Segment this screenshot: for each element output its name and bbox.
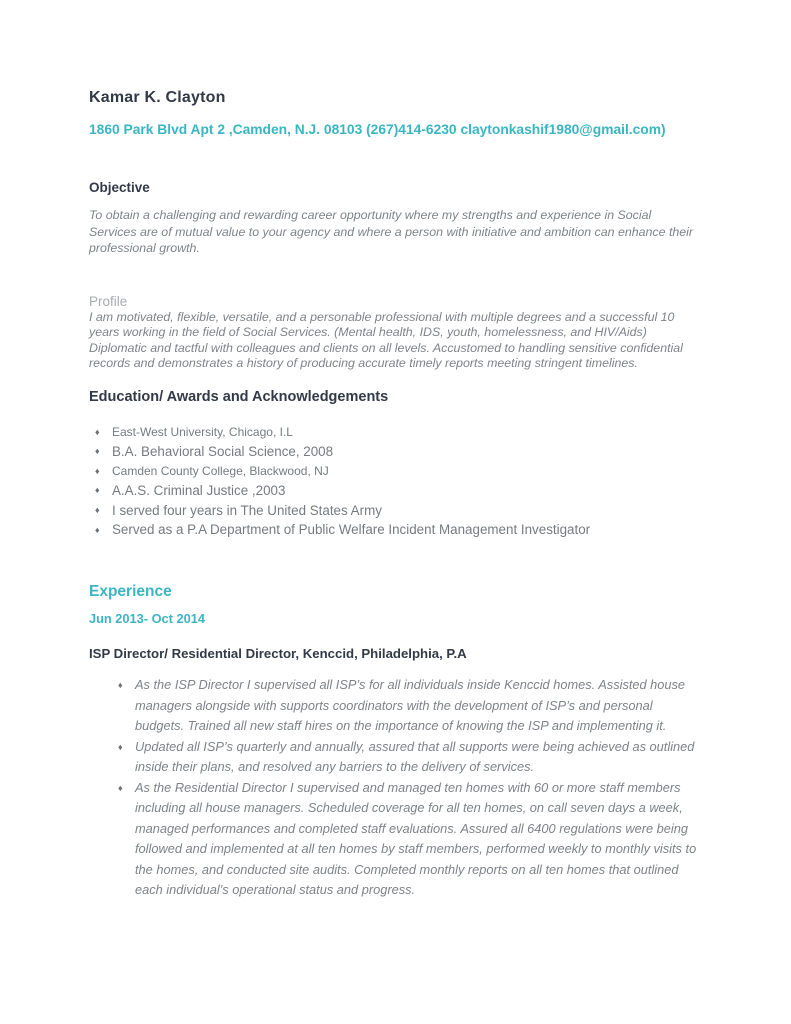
experience-bullet <box>118 778 700 901</box>
diamond-bullet-icon: ♦ <box>95 524 100 535</box>
education-heading: Education/ Awards and Acknowledgements <box>89 388 389 405</box>
experience-bullet-list <box>89 675 700 901</box>
diamond-bullet-icon: ♦ <box>95 426 100 437</box>
experience-bullet <box>118 675 700 737</box>
education-item-text: Camden County College, Blackwood, NJ <box>112 463 329 478</box>
diamond-bullet-icon: ♦ <box>95 465 100 476</box>
contact-line: 1860 Park Blvd Apt 2 ,Camden, N.J. 08103 (267)414-6230 claytonkashif1980@gmail.com) <box>89 122 666 137</box>
experience-bullet-text: As the Residential Director I supervised and managed ten homes with 60 or more staff members including all house managers. Scheduled coverage for all ten homes, on call seven days a week, managed performances and completed staff evaluations. Assured all 6400 regulations were being followed and implemented at all ten homes by staff members, performed weekly to monthly visits to the homes, and conducted site audits. Completed monthly reports on all ten homes that outlined each individual’s operational status and progress. <box>135 779 697 898</box>
education-item <box>95 500 700 520</box>
diamond-bullet-icon: ♦ <box>95 485 100 496</box>
objective-text: To obtain a challenging and rewarding career opportunity where my strengths and experience in Social Services are of mutual value to your agency and where a person with initiative and ambition can enhance their professional growth. <box>89 208 694 255</box>
resume-name: Kamar K. Clayton <box>89 89 226 106</box>
experience-job-title: ISP Director/ Residential Director, Kenccid, Philadelphia, P.A <box>89 646 467 662</box>
education-item-text: East-West University, Chicago, I.L <box>112 424 293 439</box>
education-item <box>95 422 700 442</box>
education-item-text: B.A. Behavioral Social Science, 2008 <box>112 443 334 459</box>
objective-heading: Objective <box>89 180 150 195</box>
education-item <box>95 461 700 481</box>
diamond-bullet-icon: ♦ <box>118 782 123 793</box>
diamond-bullet-icon: ♦ <box>95 446 100 457</box>
education-item-text: I served four years in The United States Army <box>112 502 382 518</box>
diamond-bullet-icon: ♦ <box>118 741 123 752</box>
education-list <box>89 422 700 540</box>
experience-bullet <box>118 737 700 778</box>
diamond-bullet-icon: ♦ <box>118 680 123 691</box>
education-item <box>95 481 700 501</box>
experience-bullet-text: Updated all ISP’s quarterly and annually, assured that all supports were being achieved as outlined inside their plans, and resolved any barriers to the delivery of services. <box>135 738 695 775</box>
experience-date-range: Jun 2013- Oct 2014 <box>89 611 205 627</box>
education-item <box>95 520 700 540</box>
education-item <box>95 441 700 461</box>
experience-bullet-text: As the ISP Director I supervised all ISP’s for all individuals inside Kenccid homes. Assisted house managers alongside with supports coordinators with the development of ISP’s and personal budgets. Trained all new staff hires on the importance of knowing the ISP and implementing it. <box>135 677 686 734</box>
profile-text: I am motivated, flexible, versatile, and a personable professional with multiple degrees and a successful 10 years working in the field of Social Services. (Mental health, IDS, youth, homelessness, and HIV/Aids) Diplomatic and tactful with colleagues and clients on all levels. Accustomed to handling sensitive confidential records and demonstrates a history of producing accurate timely reports meeting stringent timelines. <box>89 309 683 371</box>
experience-heading: Experience <box>89 583 172 601</box>
diamond-bullet-icon: ♦ <box>95 505 100 516</box>
education-item-text: Served as a P.A Department of Public Welfare Incident Management Investigator <box>112 522 591 538</box>
profile-heading: Profile <box>89 293 128 309</box>
education-item-text: A.A.S. Criminal Justice ,2003 <box>112 482 286 498</box>
